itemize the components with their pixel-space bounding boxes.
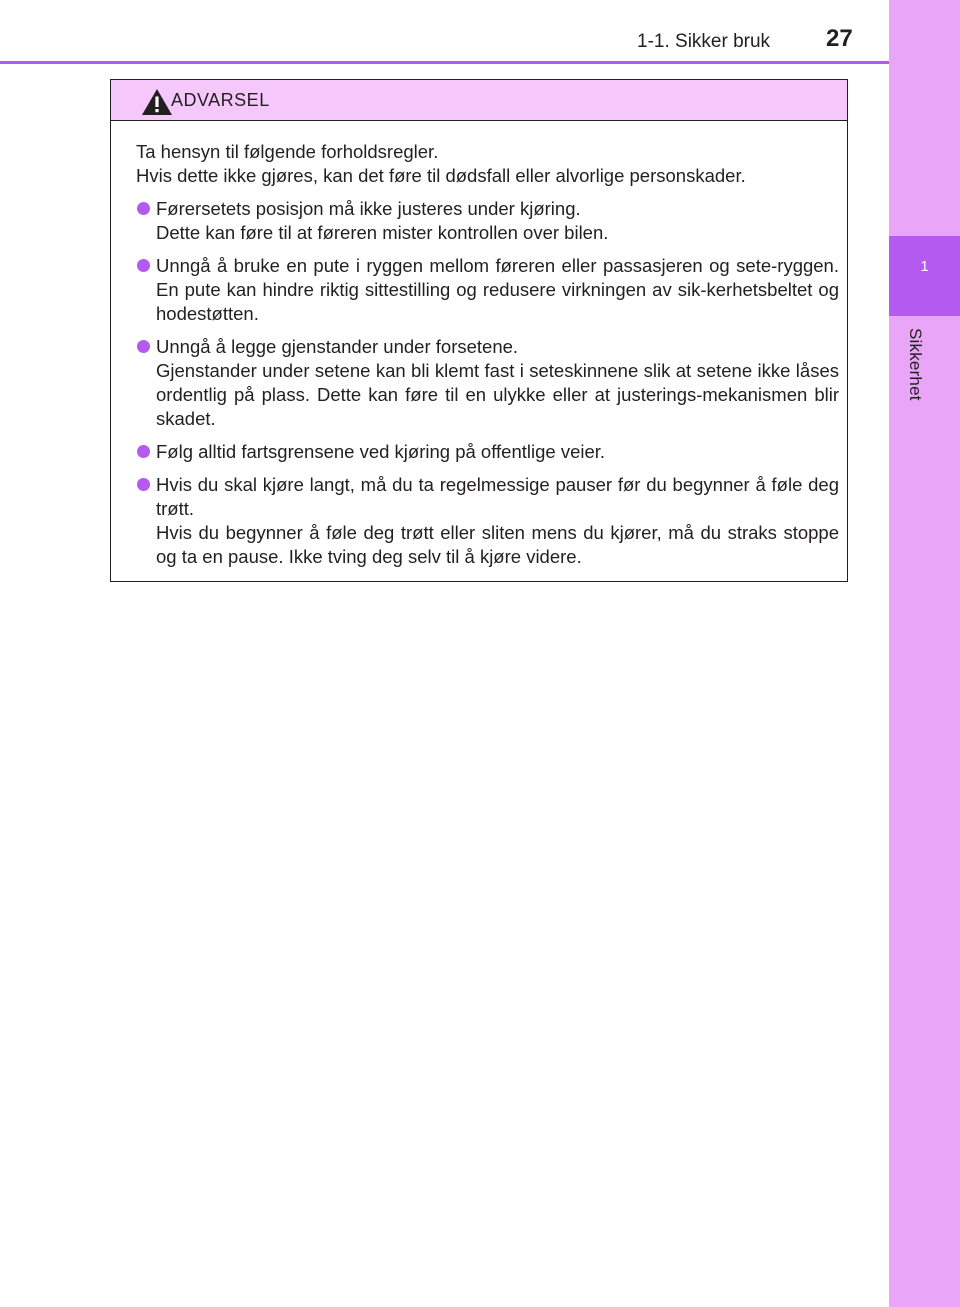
item-detail: Hvis du begynner å føle deg trøtt eller sliten mens du kjører, må du straks stoppe og ta en pause. Ikke tving deg selv til å kjøre videre. <box>156 522 839 567</box>
bullet-icon <box>137 202 150 215</box>
item-text: Unngå å legge gjenstander under forsetene. <box>156 336 519 357</box>
list-item <box>136 473 839 569</box>
intro-line: Hvis dette ikke gjøres, kan det føre til dødsfall eller alvorlige personskader. <box>136 165 746 186</box>
chapter-number: 1 <box>920 258 929 275</box>
list-item <box>136 335 839 431</box>
warning-header <box>111 80 847 121</box>
bullet-icon <box>137 478 150 491</box>
list-item <box>136 197 839 245</box>
warning-body <box>111 121 847 569</box>
page-number: 27 <box>826 25 853 52</box>
header-rule <box>0 61 889 64</box>
item-detail: Gjenstander under setene kan bli klemt fast i seteskinnene slik at setene ikke låses ordentlig på plass. Dette kan føre til en ulykke eller at justerings-mekanismen blir skadet. <box>156 360 839 429</box>
bullet-icon <box>137 340 150 353</box>
intro-line: Ta hensyn til følgende forholdsregler. <box>136 141 439 162</box>
item-text: Unngå å bruke en pute i ryggen mellom føreren eller passasjeren og sete-ryggen. En pute kan hindre riktig sittestilling og redusere virkningen av sik-kerhetsbeltet og hodestøtten. <box>156 255 839 324</box>
chapter-label: Sikkerhet <box>906 328 925 401</box>
bullet-icon <box>137 445 150 458</box>
bullet-icon <box>137 259 150 272</box>
warning-intro <box>136 140 839 188</box>
list-item <box>136 254 839 326</box>
item-text: Hvis du skal kjøre langt, må du ta regelmessige pauser før du begynner å føle deg trøtt. <box>156 474 839 519</box>
section-title: 1-1. Sikker bruk <box>637 31 771 52</box>
item-text: Følg alltid fartsgrensene ved kjøring på offentlige veier. <box>156 441 606 462</box>
chapter-tab <box>889 236 960 316</box>
side-strip <box>889 0 960 1307</box>
warning-box <box>110 79 848 582</box>
warning-triangle-icon <box>141 88 173 116</box>
item-text: Førersetets posisjon må ikke justeres under kjøring. <box>156 198 581 219</box>
item-detail: Dette kan føre til at føreren mister kontrollen over bilen. <box>156 222 609 243</box>
warning-title: ADVARSEL <box>171 90 270 110</box>
list-item <box>136 440 839 464</box>
